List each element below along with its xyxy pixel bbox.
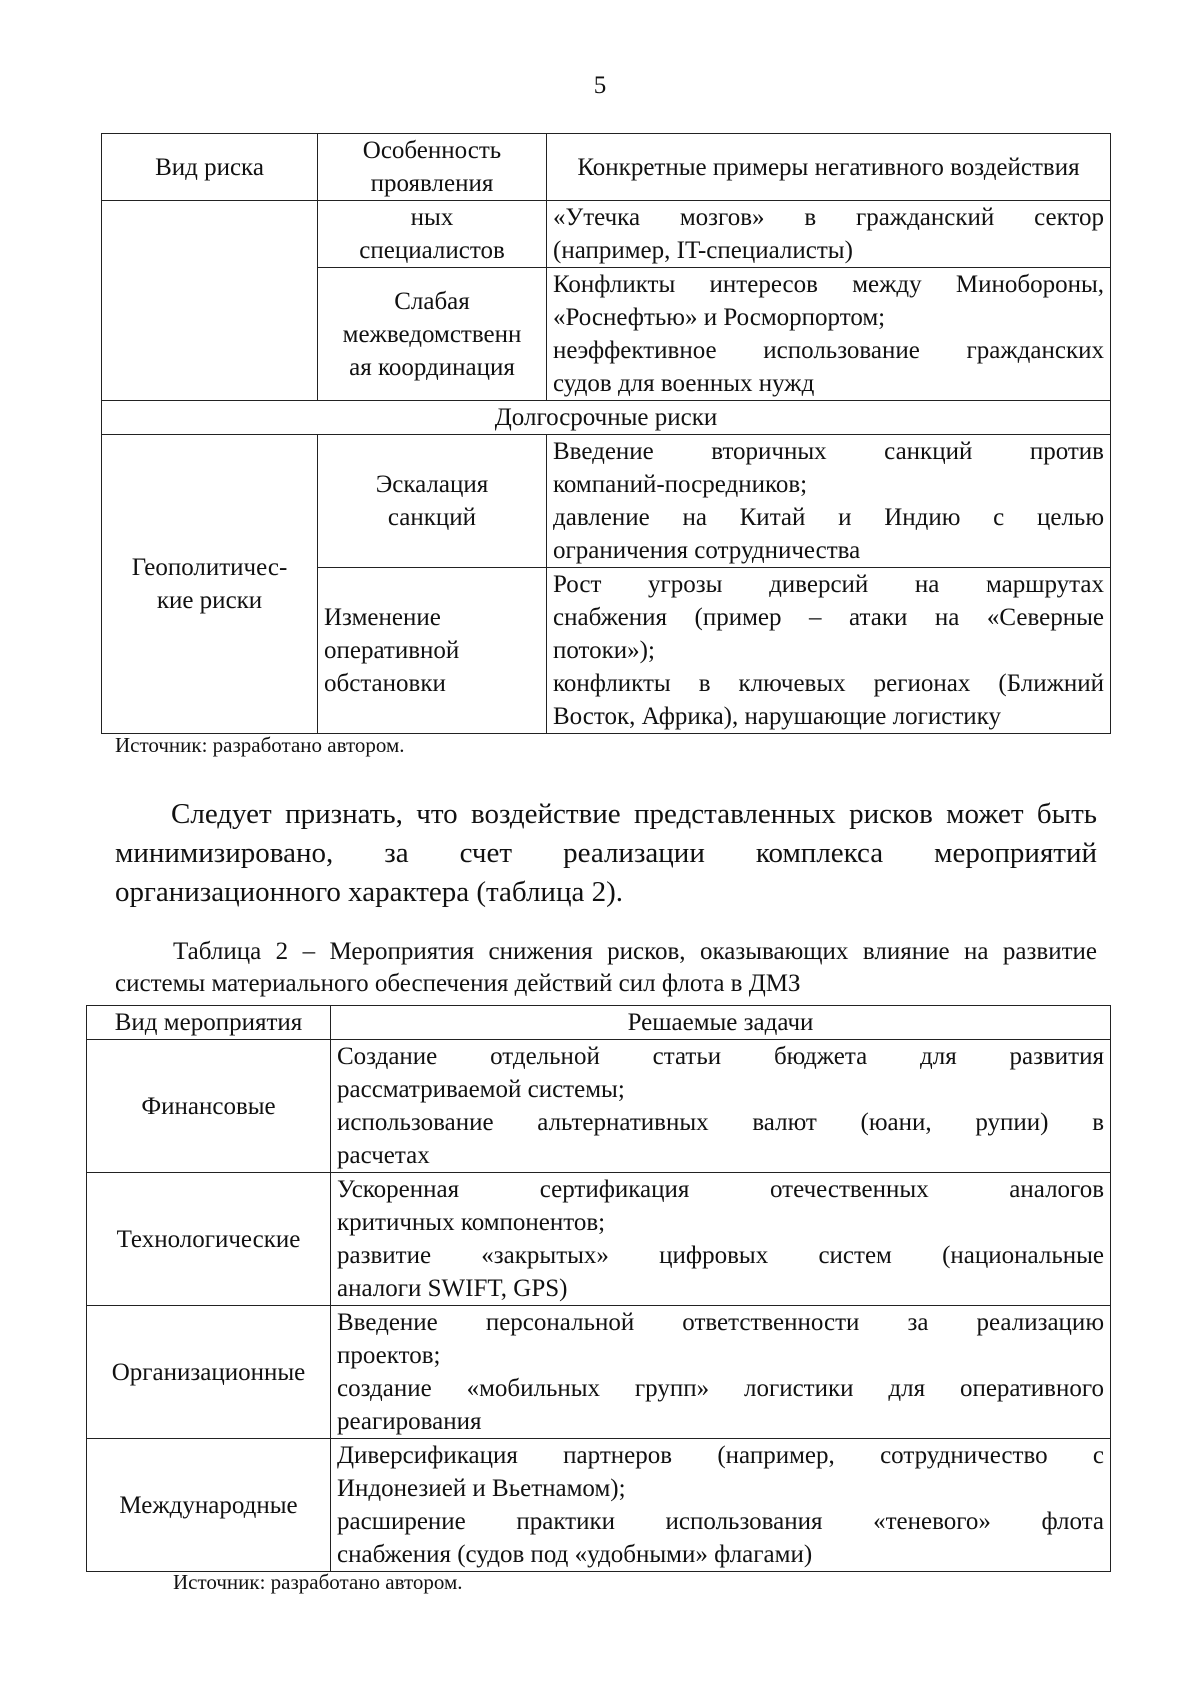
section-row [102,401,1111,435]
table2-caption: Таблица 2 – Мероприятия снижения рисков, оказывающих влияние на развитие системы материального обеспечения действий сил флота в ДМЗ [115,938,1097,997]
tasks-cell: Ускоренная сертификация отечественных аналогов критичных компонентов; развитие «закрытых» цифровых систем (национальные аналоги SWIFT, GPS) [331,1173,1111,1306]
table-header-row [87,1006,1111,1040]
examples-cell: «Утечка мозгов» в гражданский сектор (например, IT-специалисты) [547,201,1111,268]
header-feature: Особенность проявления [318,134,547,201]
feature-cell: Изменение оперативной обстановки [318,568,547,734]
examples-cell: Рост угрозы диверсий на маршрутах снабжения (пример – атаки на «Северные потоки»); конфликты в ключевых регионах (Ближний Восток, Африка), нарушающие логистику [547,568,1111,734]
table-row [87,1439,1111,1572]
measure-type-cell: Технологические [87,1173,331,1306]
tasks-cell: Диверсификация партнеров (например, сотрудничество с Индонезией и Вьетнамом); расширение практики использования «теневого» флота снабжения (судов под «удобными» флагами) [331,1439,1111,1572]
table-row [102,201,1111,268]
table1-source: Источник: разработано автором. [115,733,405,757]
tasks-cell: Создание отдельной статьи бюджета для развития рассматриваемой системы; использование альтернативных валют (юани, рупии) в расчетах [331,1040,1111,1173]
measures-table [86,1005,1111,1572]
body-paragraph: Следует признать, что воздействие представленных рисков может быть минимизировано, за счет реализации комплекса мероприятий организационного характера (таблица 2). [115,798,1097,908]
section-title: Долгосрочные риски [102,401,1111,435]
table-row [87,1173,1111,1306]
examples-cell: Введение вторичных санкций против компаний-посредников; давление на Китай и Индию с целью ограничения сотрудничества [547,435,1111,568]
measure-type-cell: Международные [87,1439,331,1572]
measure-type-cell: Организационные [87,1306,331,1439]
header-risk-type: Вид риска [102,134,318,201]
table-row [87,1040,1111,1173]
examples-cell: Конфликты интересов между Минобороны, «Роснефтью» и Росморпортом; неэффективное использование гражданских судов для военных нужд [547,268,1111,401]
header-tasks: Решаемые задачи [331,1006,1111,1040]
measure-type-cell: Финансовые [87,1040,331,1173]
table2-source: Источник: разработано автором. [173,1570,463,1594]
tasks-cell: Введение персональной ответственности за реализацию проектов; создание «мобильных групп» логистики для оперативного реагирования [331,1306,1111,1439]
risk-type-cell: Геополитичес- кие риски [102,435,318,734]
header-measure-type: Вид мероприятия [87,1006,331,1040]
feature-cell: Эскалация санкций [318,435,547,568]
table-header-row [102,134,1111,201]
table-row [87,1306,1111,1439]
table-row [102,435,1111,568]
feature-cell: Слабая межведомственн ая координация [318,268,547,401]
header-examples: Конкретные примеры негативного воздействия [547,134,1111,201]
page-number: 5 [593,72,607,99]
risk-table [101,133,1111,734]
risk-type-cell-empty [102,201,318,401]
feature-cell: ных специалистов [318,201,547,268]
